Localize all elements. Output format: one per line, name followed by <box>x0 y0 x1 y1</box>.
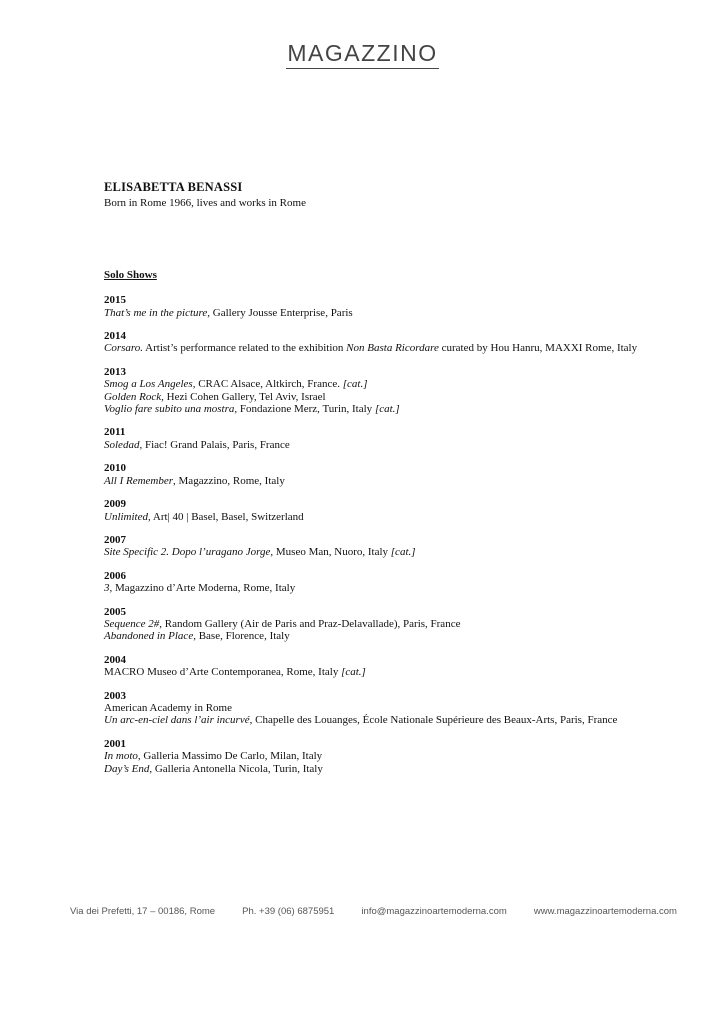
year-heading: 2004 <box>104 653 126 666</box>
exhibition-title: Sequence 2# <box>104 617 160 630</box>
exhibition-entry <box>104 439 648 451</box>
exhibition-list <box>104 294 648 775</box>
year-block <box>104 426 648 451</box>
exhibition-details: Artist’s performance related to the exhibition <box>143 342 347 355</box>
exhibition-entry <box>104 714 648 726</box>
exhibition-title: 3, <box>104 582 113 595</box>
exhibition-entry <box>104 342 648 354</box>
exhibition-title: Un arc-en-ciel dans l’air incurvé <box>104 714 250 727</box>
exhibition-title: Non Basta Ricordare <box>346 342 439 355</box>
year-block <box>104 294 648 319</box>
exhibition-details: , Chapelle des Louanges, École Nationale Supérieure des Beaux-Arts, Paris, France <box>249 714 618 727</box>
exhibition-details: , Galleria Massimo De Carlo, Milan, Italy <box>137 750 323 763</box>
cv-content <box>104 181 648 786</box>
year-block <box>104 738 648 775</box>
exhibition-details: , Base, Florence, Italy <box>193 630 290 643</box>
exhibition-entry <box>104 475 648 487</box>
footer-phone: Ph. +39 (06) 6875951 <box>242 906 335 917</box>
exhibition-entry <box>104 378 648 390</box>
exhibition-details: Art| 40 | Basel, Basel, Switzerland <box>150 510 304 523</box>
exhibition-details: American Academy in Rome <box>104 701 232 714</box>
exhibition-entry <box>104 618 648 630</box>
exhibition-title: Corsaro. <box>104 342 144 355</box>
year-block <box>104 534 648 559</box>
exhibition-entry <box>104 582 648 594</box>
year-block <box>104 570 648 595</box>
year-heading: 2003 <box>104 689 126 702</box>
exhibition-entry <box>104 546 648 558</box>
exhibition-entry <box>104 511 648 523</box>
exhibition-title: [cat.] <box>390 546 416 559</box>
exhibition-title: Day’s End <box>104 762 150 775</box>
year-heading: 2007 <box>104 533 126 546</box>
exhibition-entry <box>104 391 648 403</box>
exhibition-title: Golden Rock, <box>104 390 164 403</box>
year-block <box>104 498 648 523</box>
exhibition-details: , Random Gallery (Air de Paris and Praz-Delavallade), Paris, France <box>159 617 461 630</box>
exhibition-details: , CRAC Alsace, Altkirch, France. <box>192 378 343 391</box>
exhibition-entry <box>104 307 648 319</box>
exhibition-title: [cat.] <box>341 666 366 679</box>
footer <box>70 906 677 917</box>
exhibition-details: Gallery Jousse Enterprise, Paris <box>210 306 353 319</box>
exhibition-title: In moto <box>104 750 138 763</box>
exhibition-entry <box>104 630 648 642</box>
exhibition-title: All I Remember <box>104 474 174 487</box>
year-heading: 2015 <box>104 294 126 307</box>
exhibition-details: , Museo Man, Nuoro, Italy <box>270 546 391 559</box>
year-block <box>104 366 648 416</box>
exhibition-entry <box>104 702 648 714</box>
footer-website[interactable]: www.magazzinoartemoderna.com <box>533 906 677 917</box>
exhibition-title: Site Specific 2. Dopo l’uragano Jorge <box>104 546 271 559</box>
year-heading: 2005 <box>104 605 126 618</box>
exhibition-details: MACRO Museo d’Arte Contemporanea, Rome, Italy <box>104 666 342 679</box>
logo <box>0 40 725 69</box>
year-heading: 2013 <box>104 365 126 378</box>
year-heading: 2011 <box>104 426 126 439</box>
exhibition-title: [cat.] <box>374 403 400 416</box>
exhibition-entry <box>104 763 648 775</box>
section-title: Solo Shows <box>104 268 157 281</box>
exhibition-details: curated by Hou Hanru, MAXXI Rome, Italy <box>438 342 638 355</box>
exhibition-title: Soledad, <box>104 438 143 451</box>
year-heading: 2014 <box>104 330 126 343</box>
year-heading: 2009 <box>104 498 126 511</box>
year-block <box>104 690 648 727</box>
artist-bio: Born in Rome 1966, lives and works in Rome <box>104 197 306 210</box>
footer-email[interactable]: info@magazzinoartemoderna.com <box>361 906 507 917</box>
year-heading: 2010 <box>104 462 126 475</box>
exhibition-title: Smog a Los Angeles <box>104 378 193 391</box>
year-block <box>104 654 648 679</box>
exhibition-details: Fondazione Merz, Turin, Italy <box>237 403 375 416</box>
exhibition-entry <box>104 750 648 762</box>
exhibition-title: That’s me in the picture, <box>104 306 211 319</box>
exhibition-details: Hezi Cohen Gallery, Tel Aviv, Israel <box>163 390 326 403</box>
exhibition-title: Abandoned in Place <box>104 630 194 643</box>
exhibition-title: [cat.] <box>342 378 368 391</box>
year-block <box>104 330 648 355</box>
exhibition-title: Voglio fare subito una mostra, <box>104 403 238 416</box>
exhibition-entry <box>104 403 648 415</box>
exhibition-details: , Galleria Antonella Nicola, Turin, Italy <box>149 762 323 775</box>
exhibition-details: Fiac! Grand Palais, Paris, France <box>142 438 290 451</box>
year-block <box>104 606 648 643</box>
exhibition-details: Magazzino d’Arte Moderna, Rome, Italy <box>112 582 296 595</box>
year-block <box>104 462 648 487</box>
exhibition-entry <box>104 666 648 678</box>
year-heading: 2006 <box>104 569 126 582</box>
artist-name: ELISABETTA BENASSI <box>104 180 243 194</box>
year-heading: 2001 <box>104 737 126 750</box>
footer-address: Via dei Prefetti, 17 – 00186, Rome <box>70 906 216 917</box>
exhibition-details: , Magazzino, Rome, Italy <box>173 474 285 487</box>
exhibition-title: Unlimited, <box>104 510 151 523</box>
logo-text: MAGAZZINO <box>286 40 438 69</box>
